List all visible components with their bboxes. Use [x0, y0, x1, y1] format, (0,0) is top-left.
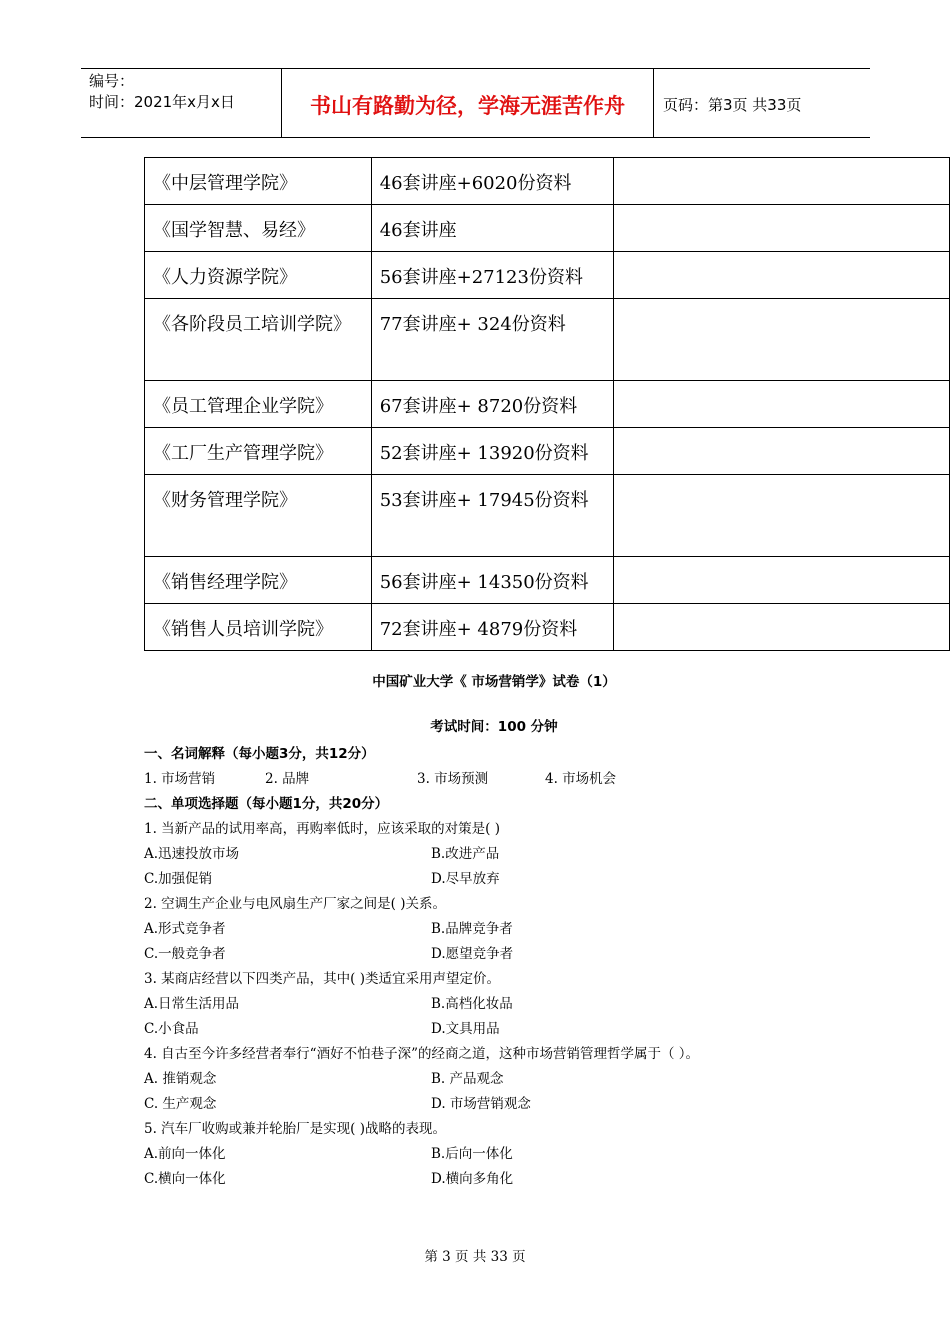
- option-a: A.前向一体化: [144, 1146, 226, 1162]
- course-desc: 46套讲座: [371, 205, 614, 252]
- section-heading: 二、单项选择题（每小题1分，共20分）: [144, 796, 389, 812]
- option-row: [144, 842, 844, 867]
- terms-list: [144, 767, 844, 792]
- exam-section: [144, 672, 844, 1192]
- course-name: 《财务管理学院》: [145, 475, 372, 557]
- course-name: 《销售人员培训学院》: [145, 604, 372, 651]
- table-row: [145, 299, 950, 381]
- table-row: [145, 381, 950, 428]
- course-desc: 67套讲座+ 8720份资料: [371, 381, 614, 428]
- question-text: 4. 自古至今许多经营者奉行“酒好不怕巷子深”的经商之道，这种市场营销管理哲学属于（ ）。: [144, 1046, 700, 1062]
- table-row: [145, 475, 950, 557]
- course-desc: 56套讲座+ 14350份资料: [371, 557, 614, 604]
- empty-cell: [614, 475, 950, 557]
- option-d: D.愿望竞争者: [431, 946, 514, 962]
- course-desc: 52套讲座+ 13920份资料: [371, 428, 614, 475]
- course-desc: 56套讲座+27123份资料: [371, 252, 614, 299]
- option-b: B.改进产品: [431, 846, 500, 862]
- term-item: 3. 市场预测: [417, 771, 489, 787]
- exam-title: 中国矿业大学《 市场营销学》试卷（1）: [372, 674, 616, 690]
- course-name: 《员工管理企业学院》: [145, 381, 372, 428]
- course-desc: 53套讲座+ 17945份资料: [371, 475, 614, 557]
- page-footer: 第 3 页 共 33 页: [424, 1249, 526, 1265]
- option-row: [144, 1142, 844, 1167]
- empty-cell: [614, 381, 950, 428]
- option-d: D. 市场营销观念: [431, 1096, 531, 1112]
- option-c: C.横向一体化: [144, 1171, 226, 1187]
- serial-number-label: 编号：: [89, 72, 135, 90]
- option-d: D.文具用品: [431, 1021, 500, 1037]
- option-a: A.形式竞争者: [144, 921, 226, 937]
- term-item: 2. 品牌: [265, 771, 310, 787]
- table-row: [145, 557, 950, 604]
- option-row: [144, 867, 844, 892]
- empty-cell: [614, 557, 950, 604]
- empty-cell: [614, 252, 950, 299]
- page-indicator: 页码：第3页 共33页: [663, 95, 802, 114]
- empty-cell: [614, 604, 950, 651]
- empty-cell: [614, 428, 950, 475]
- option-row: [144, 1017, 844, 1042]
- empty-cell: [614, 299, 950, 381]
- table-row: [145, 604, 950, 651]
- exam-time: 考试时间：100 分钟: [430, 719, 558, 735]
- option-row: [144, 1167, 844, 1192]
- option-row: [144, 942, 844, 967]
- option-d: D.尽早放弃: [431, 871, 500, 887]
- option-a: A.日常生活用品: [144, 996, 240, 1012]
- option-a: A. 推销观念: [144, 1071, 217, 1087]
- page-header: [81, 68, 870, 138]
- course-desc: 46套讲座+6020份资料: [371, 158, 614, 205]
- date-label: 时间：2021年x月x日: [89, 93, 235, 111]
- option-d: D.横向多角化: [431, 1171, 514, 1187]
- question-text: 3. 某商店经营以下四类产品，其中( )类适宜采用声望定价。: [144, 971, 500, 987]
- term-item: 4. 市场机会: [545, 771, 617, 787]
- table-row: [145, 158, 950, 205]
- option-row: [144, 1092, 844, 1117]
- course-name: 《中层管理学院》: [145, 158, 372, 205]
- option-c: C.加强促销: [144, 871, 213, 887]
- empty-cell: [614, 158, 950, 205]
- course-name: 《各阶段员工培训学院》: [145, 299, 372, 381]
- course-name: 《工厂生产管理学院》: [145, 428, 372, 475]
- option-row: [144, 992, 844, 1017]
- course-name: 《人力资源学院》: [145, 252, 372, 299]
- option-a: A.迅速投放市场: [144, 846, 240, 862]
- option-b: B.高档化妆品: [431, 996, 513, 1012]
- question-text: 2. 空调生产企业与电风扇生产厂家之间是( )关系。: [144, 896, 446, 912]
- table-row: [145, 428, 950, 475]
- course-table: [144, 157, 950, 651]
- course-name: 《销售经理学院》: [145, 557, 372, 604]
- question-text: 1. 当新产品的试用率高，再购率低时，应该采取的对策是( ): [144, 821, 500, 837]
- empty-cell: [614, 205, 950, 252]
- header-meta: [81, 69, 282, 137]
- option-b: B. 产品观念: [431, 1071, 504, 1087]
- option-b: B.品牌竞争者: [431, 921, 513, 937]
- table-row: [145, 252, 950, 299]
- section-heading: 一、名词解释（每小题3分，共12分）: [144, 746, 375, 762]
- option-c: C.小食品: [144, 1021, 199, 1037]
- motto: 书山有路勤为径，学海无涯苦作舟: [282, 69, 654, 137]
- question-text: 5. 汽车厂收购或兼并轮胎厂是实现( )战略的表现。: [144, 1121, 446, 1137]
- option-c: C.一般竞争者: [144, 946, 226, 962]
- option-b: B.后向一体化: [431, 1146, 513, 1162]
- course-desc: 72套讲座+ 4879份资料: [371, 604, 614, 651]
- option-row: [144, 917, 844, 942]
- option-row: [144, 1067, 844, 1092]
- option-c: C. 生产观念: [144, 1096, 217, 1112]
- term-item: 1. 市场营销: [144, 771, 216, 787]
- course-desc: 77套讲座+ 324份资料: [371, 299, 614, 381]
- table-row: [145, 205, 950, 252]
- course-name: 《国学智慧、易经》: [145, 205, 372, 252]
